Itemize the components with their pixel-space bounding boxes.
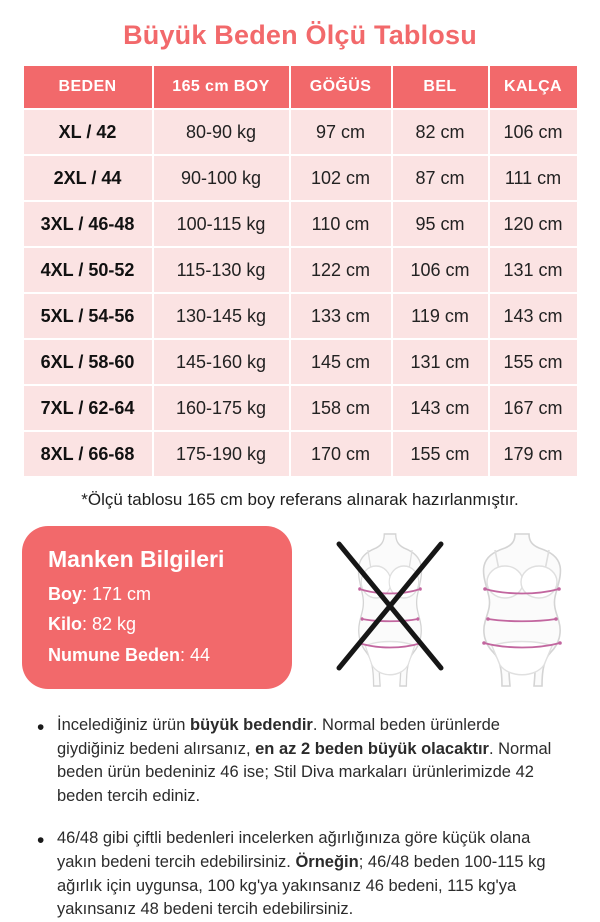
column-header: BEL — [393, 66, 488, 108]
info-bullet: • 46/48 gibi çiftli bedenleri incelerken ağırlığınıza göre küçük olana yakın bedeni tercih edebilirsiniz. Örneğin; 46/48 beden 100-115 kg ağırlık için uygunsa, 100 kg'ya yakınsanız 46 bedeni, 115 kg'ya yakınsanız 48 bedeni tercih edebilirsiniz. — [36, 827, 572, 921]
header-row — [24, 66, 577, 108]
column-header: KALÇA — [490, 66, 577, 108]
table-row — [24, 386, 577, 430]
measure-cell: 120 cm — [490, 202, 577, 246]
table-row — [24, 294, 577, 338]
measure-cell: 102 cm — [291, 156, 391, 200]
model-info-field: Numune Beden: 44 — [48, 644, 211, 665]
measure-cell: 111 cm — [490, 156, 577, 200]
measure-cell: 122 cm — [291, 248, 391, 292]
size-cell: 4XL / 50-52 — [24, 248, 152, 292]
measure-cell: 80-90 kg — [154, 110, 289, 154]
model-info-field: Kilo: 82 kg — [48, 614, 137, 635]
model-info-title: Manken Bilgileri — [48, 546, 225, 572]
measure-cell: 100-115 kg — [154, 202, 289, 246]
size-cell: 7XL / 62-64 — [24, 386, 152, 430]
measure-cell: 110 cm — [291, 202, 391, 246]
page-title: Büyük Beden Ölçü Tablosu — [123, 20, 477, 50]
crossed-out-slim-body-icon — [330, 530, 450, 690]
measure-cell: 106 cm — [393, 248, 488, 292]
measure-cell: 143 cm — [490, 294, 577, 338]
size-table-body — [24, 110, 577, 476]
model-info-card — [22, 526, 292, 689]
model-info-field: Boy: 171 cm — [48, 584, 152, 604]
measure-cell: 155 cm — [490, 340, 577, 384]
size-cell: 8XL / 66-68 — [24, 432, 152, 476]
size-cell: 5XL / 54-56 — [24, 294, 152, 338]
table-row — [24, 156, 577, 200]
measure-cell: 131 cm — [393, 340, 488, 384]
measure-cell: 160-175 kg — [154, 386, 289, 430]
size-table-head — [24, 66, 577, 108]
table-row — [24, 340, 577, 384]
measure-cell: 167 cm — [490, 386, 577, 430]
size-table — [22, 64, 579, 478]
measure-cell: 145 cm — [291, 340, 391, 384]
model-info-fields — [48, 583, 266, 667]
info-bullets — [36, 714, 572, 922]
measure-cell: 90-100 kg — [154, 156, 289, 200]
measure-cell: 175-190 kg — [154, 432, 289, 476]
measure-cell: 95 cm — [393, 202, 488, 246]
measure-cell: 131 cm — [490, 248, 577, 292]
measure-cell: 130-145 kg — [154, 294, 289, 338]
figure-illustrations — [330, 526, 582, 690]
table-note: *Ölçü tablosu 165 cm boy referans alınarak hazırlanmıştır. — [81, 490, 519, 509]
size-cell: 3XL / 46-48 — [24, 202, 152, 246]
measure-cell: 143 cm — [393, 386, 488, 430]
table-row — [24, 248, 577, 292]
table-row — [24, 110, 577, 154]
info-bullet: • İncelediğiniz ürün büyük bedendir. Normal beden ürünlerde giydiğiniz bedeni alırsanız, en az 2 beden büyük olacaktır. Normal beden ürün bedeniniz 46 ise; Stil Diva markaları ürünlerimizde 42 beden tercih ediniz. — [36, 714, 572, 808]
measure-cell: 145-160 kg — [154, 340, 289, 384]
table-row — [24, 202, 577, 246]
plus-size-body-icon — [462, 530, 582, 690]
measure-cell: 106 cm — [490, 110, 577, 154]
measure-cell: 115-130 kg — [154, 248, 289, 292]
size-chart-page — [0, 20, 600, 920]
measure-cell: 179 cm — [490, 432, 577, 476]
model-section — [22, 526, 582, 690]
column-header: 165 cm BOY — [154, 66, 289, 108]
column-header: BEDEN — [24, 66, 152, 108]
measure-cell: 158 cm — [291, 386, 391, 430]
measure-cell: 119 cm — [393, 294, 488, 338]
table-row — [24, 432, 577, 476]
size-cell: XL / 42 — [24, 110, 152, 154]
measure-cell: 87 cm — [393, 156, 488, 200]
measure-cell: 82 cm — [393, 110, 488, 154]
size-cell: 6XL / 58-60 — [24, 340, 152, 384]
column-header: GÖĞÜS — [291, 66, 391, 108]
measure-cell: 155 cm — [393, 432, 488, 476]
measure-cell: 133 cm — [291, 294, 391, 338]
measure-cell: 97 cm — [291, 110, 391, 154]
measure-cell: 170 cm — [291, 432, 391, 476]
size-cell: 2XL / 44 — [24, 156, 152, 200]
